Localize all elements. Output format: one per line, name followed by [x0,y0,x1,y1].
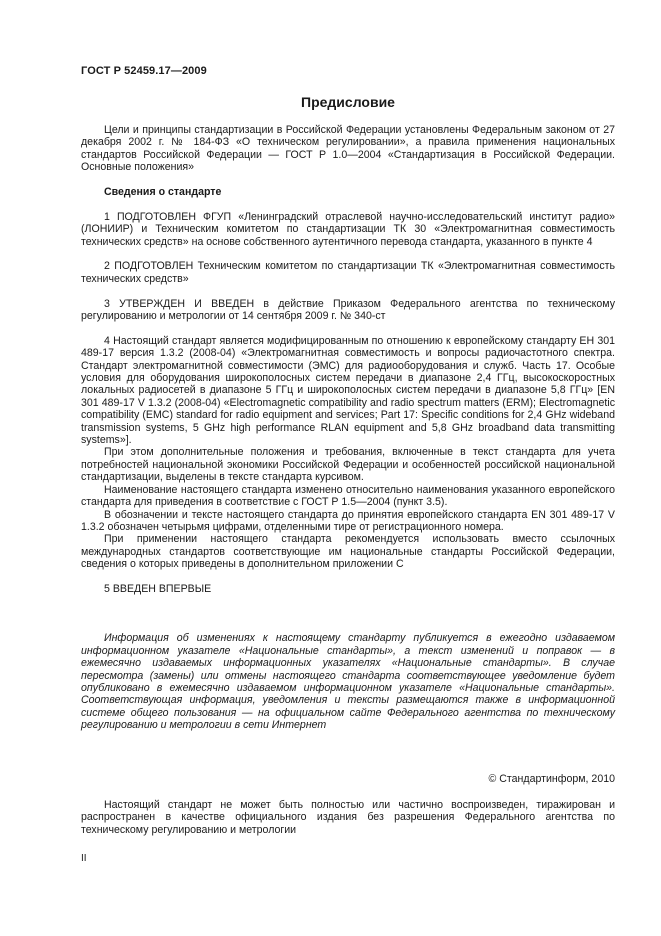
item-4-paragraph-5: При применении настоящего стандарта рекомендуется использовать вместо ссылочных международных стандартов соответствующие им национальные стандарты Российской Федерации, сведения о которых приведены в дополнительном приложении С [81,533,615,571]
item-3: 3 УТВЕРЖДЕН И ВВЕДЕН в действие Приказом Федерального агентства по техническому регулированию и метрологии от 14 сентября 2009 г. № 340-ст [81,297,615,323]
page-number: II [81,853,87,864]
item-4-paragraph-3: Наименование настоящего стандарта изменено относительно наименования указанного европейского стандарта для приведения в соответствие с ГОСТ Р 1.5—2004 (пункт 3.5). [81,483,615,509]
item-2: 2 ПОДГОТОВЛЕН Техническим комитетом по стандартизации ТК «Электромагнитная совместимость технических средств» [81,260,615,285]
info-heading: Сведения о стандарте [104,186,222,199]
intro-paragraph: Цели и принципы стандартизации в Российской Федерации установлены Федеральным законом от 27 декабря 2002 г. № 184-ФЗ «О техническом регулировании», а правила применения национальных стандартов Российской Федерации — ГОСТ Р 1.0—2004 «Стандартизация в Российской Федерации. Основные положения» [81,124,615,174]
page-title: Предисловие [301,94,395,110]
document-header: ГОСТ Р 52459.17—2009 [81,65,207,77]
footer-block [81,799,615,836]
item-5: 5 ВВЕДЕН ВПЕРВЫЕ [104,582,212,595]
item-4: 4 Настоящий стандарт является модифицированным по отношению к европейскому стандарту ЕН 301 489-17 версия 1.3.2 (2008-04) «Электромагнитная совместимость и вопросы радиочастотного спектра. Стандарт электромагнитной совместимости (ЭМС) для радиооборудования и служб. Часть 17. Особые условия для оборудования широкополосных систем передачи в диапазоне 2,4 ГГц, высокоскоростных локальных радиосетей в диапазоне 5 ГГц и широкополосных систем передачи в диапазоне 5,8 ГГц» [EN 301 489-17 V 1.3.2 (2008-04) «Electromagnetic compatibility and radio spectrum matters (ERM); Electromagnetic compatibility (EMC) standard for radio equipment and services; Part 17: Specific conditions for 2,4 GHz wideband transmission systems, 5 GHz high performance RLAN equipment and 5,8 GHz broadband data transmitting systems»]. [81,334,615,447]
copyright-line: © Стандартинформ, 2010 [488,773,615,785]
preface-body [81,124,615,732]
item-4-paragraph-4: В обозначении и тексте настоящего стандарта до принятия европейского стандарта EN 301 489-17 V 1.3.2 обозначен четырьмя цифрами, отделенными тире от регистрационного номера. [81,508,615,533]
item-1: 1 ПОДГОТОВЛЕН ФГУП «Ленинградский отраслевой научно-исследовательский институт радио» (ЛОНИИР) и Техническим комитетом по стандартизации ТК 30 «Электромагнитная совместимость технических средств» на основе собственного аутентичного перевода стандарта, указанного в пункте 4 [81,210,615,248]
reproduction-notice: Настоящий стандарт не может быть полностью или частично воспроизведен, тиражирован и распространен в качестве официального издания без разрешения Федерального агентства по техническому регулированию и метрологии [81,799,615,836]
item-4-paragraph-2: При этом дополнительные положения и требования, включенные в текст стандарта для учета потребностей национальной экономики Российской Федерации и особенностей российской национальной стандартизации, выделены в тексте стандарта курсивом. [81,446,615,484]
notice-paragraph: Информация об изменениях к настоящему стандарту публикуется в ежегодно издаваемом информационном указателе «Национальные стандарты», а текст изменений и поправок — в ежемесячно издаваемых информационных указателях «Национальные стандарты». В случае пересмотра (замены) или отмены настоящего стандарта соответствующее уведомление будет опубликовано в ежемесячно издаваемом информационном указателе «Национальные стандарты». Соответствующая информация, уведомления и тексты размещаются также в информационной системе общего пользования — на официальном сайте Федерального агентства по техническому регулированию и метрологии в сети Интернет [81,632,615,732]
